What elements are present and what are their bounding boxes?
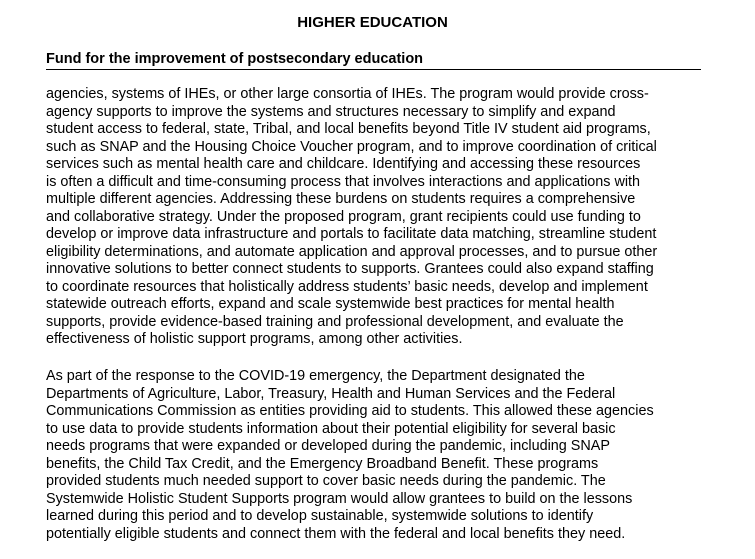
text-line: multiple different agencies. Addressing these burdens on students requires a comprehensive (46, 191, 636, 207)
text-line: develop or improve data infrastructure and portals to facilitate data matching, streamline student (46, 226, 657, 242)
text-line: is often a difficult and time-consuming process that involves interactions and applications with (46, 173, 641, 190)
text-line: services such as mental health care and childcare. Identifying and accessing these resources (46, 156, 641, 172)
text-line: agency supports to improve the systems and structures necessary to simplify and expand (46, 103, 616, 120)
page-title: HIGHER EDUCATION (297, 14, 448, 31)
paragraph-1 (46, 86, 706, 349)
text-line: potentially eligible students and connect them with the federal and local benefits they need. (46, 525, 626, 542)
text-line: Communications Commission as entities providing aid to students. This allowed these agencies (46, 403, 654, 419)
text-line: learned during this period and to develop sustainable, systemwide solutions to identify (46, 508, 594, 524)
text-line: needs programs that were expanded or developed during the pandemic, including SNAP (46, 438, 610, 454)
text-line: As part of the response to the COVID-19 emergency, the Department designated the (46, 368, 585, 384)
section-heading: Fund for the improvement of postsecondary education (46, 50, 701, 70)
text-line: student access to federal, state, Tribal, and local benefits beyond Title IV student aid programs, (46, 121, 651, 137)
text-line: eligibility determinations, and automate application and approval processes, and to pursue other (46, 243, 658, 260)
text-line: agencies, systems of IHEs, or other large consortia of IHEs. The program would provide cross- (46, 86, 649, 102)
text-line: and collaborative strategy. Under the proposed program, grant recipients could use funding to (46, 208, 641, 225)
text-line: to coordinate resources that holistically address students’ basic needs, develop and implement (46, 278, 648, 295)
text-line: to use data to provide students information about their potential eligibility for several basic (46, 420, 616, 437)
text-line: such as SNAP and the Housing Choice Voucher program, and to improve coordination of critical (46, 138, 657, 155)
text-line: statewide outreach efforts, expand and scale systemwide best practices for mental health (46, 296, 615, 312)
text-line: benefits, the Child Tax Credit, and the Emergency Broadband Benefit. These programs (46, 455, 599, 472)
text-line: supports, provide evidence-based training and professional development, and evaluate the (46, 313, 624, 330)
text-line: effectiveness of holistic support programs, among other activities. (46, 331, 463, 347)
text-line: innovative solutions to better connect students to supports. Grantees could also expand staffing (46, 261, 654, 277)
paragraph-2 (46, 368, 706, 543)
text-line: provided students much needed support to cover basic needs during the pandemic. The (46, 473, 606, 489)
text-line: Systemwide Holistic Student Supports program would allow grantees to build on the lessons (46, 490, 633, 507)
text-line: Departments of Agriculture, Labor, Treasury, Health and Human Services and the Federal (46, 385, 616, 402)
